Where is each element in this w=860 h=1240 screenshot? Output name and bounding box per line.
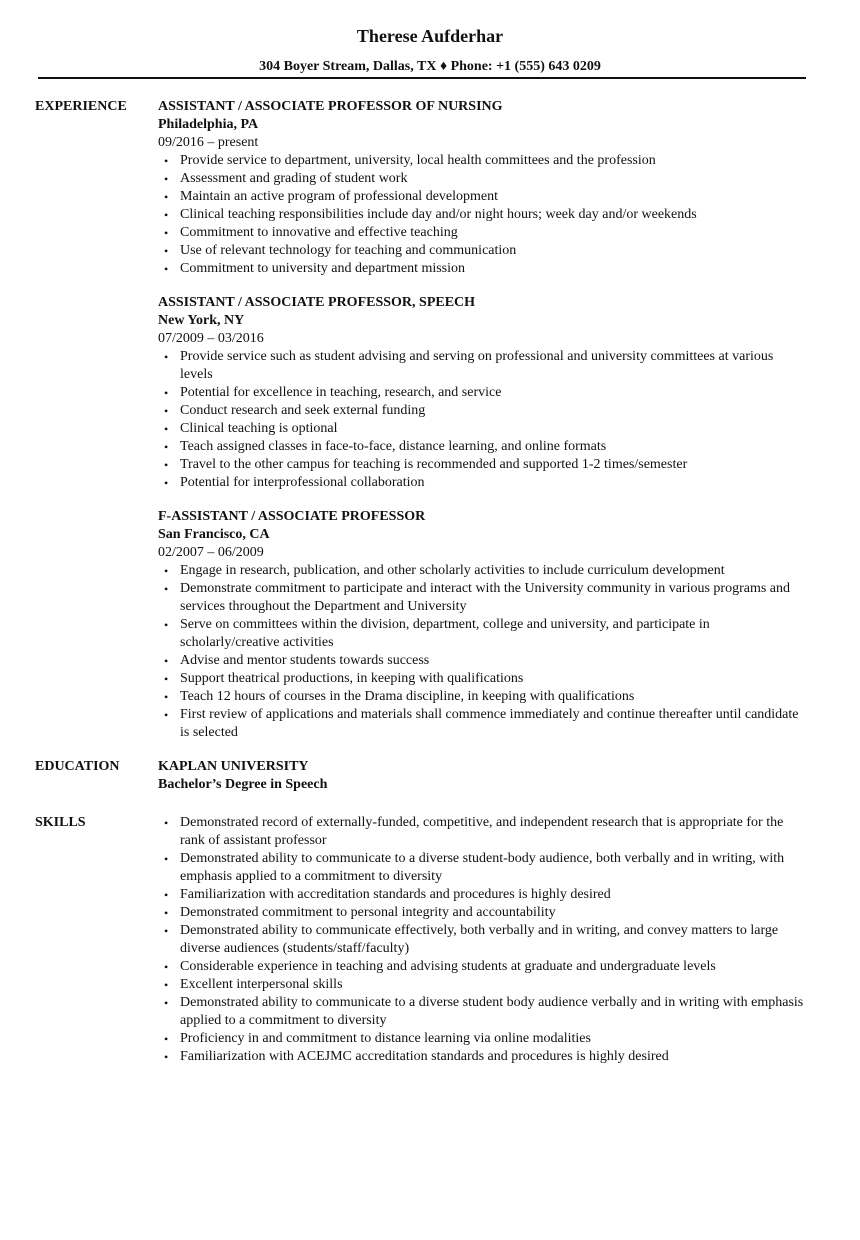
list-item: • Use of relevant technology for teaching and communication: [180, 242, 808, 260]
job-bullets: [158, 348, 808, 492]
list-item: • Excellent interpersonal skills: [180, 976, 808, 994]
list-item: • Commitment to innovative and effective teaching: [180, 224, 808, 242]
list-item: • Demonstrated ability to communicate to a diverse student-body audience, both verbally and in writing, with emphasis applied to a commitment to diversity: [180, 850, 808, 886]
job-dates: 07/2009 – 03/2016: [158, 331, 264, 346]
list-item: • Demonstrated ability to communicate to a diverse student body audience verbally and in writing with emphasis applied to a commitment to diversity: [180, 994, 808, 1030]
section-label-education: EDUCATION: [35, 759, 120, 774]
list-item: • Familiarization with accreditation standards and procedures is highly desired: [180, 886, 808, 904]
job-dates: 09/2016 – present: [158, 135, 259, 150]
resume-content: [0, 98, 860, 1066]
education-school: KAPLAN UNIVERSITY: [158, 759, 309, 774]
list-item: • Support theatrical productions, in keeping with qualifications: [180, 670, 808, 688]
list-item: • Considerable experience in teaching and advising students at graduate and undergraduate levels: [180, 958, 808, 976]
list-item: • Demonstrate commitment to participate and interact with the University community in various programs and services throughout the Department and University: [180, 580, 808, 616]
list-item: • Travel to the other campus for teaching is recommended and supported 1-2 times/semester: [180, 456, 808, 474]
list-item: • Demonstrated ability to communicate effectively, both verbally and in writing, and convey matters to large diverse audiences (students/staff/faculty): [180, 922, 808, 958]
job-entry: [158, 294, 808, 492]
list-item: • Demonstrated record of externally-funded, competitive, and independent research that is appropriate for the rank of assistant professor: [180, 814, 808, 850]
list-item: • Familiarization with ACEJMC accreditation standards and procedures is highly desired: [180, 1048, 808, 1066]
job-title: ASSISTANT / ASSOCIATE PROFESSOR, SPEECH: [158, 295, 476, 310]
experience-section: [0, 98, 860, 742]
list-item: • Commitment to university and department mission: [180, 260, 808, 278]
job-location: San Francisco, CA: [158, 527, 270, 542]
job-title: F-ASSISTANT / ASSOCIATE PROFESSOR: [158, 509, 426, 524]
list-item: • Engage in research, publication, and other scholarly activities to include curriculum development: [180, 562, 808, 580]
job-entry: [158, 98, 808, 278]
list-item: • Teach assigned classes in face-to-face, distance learning, and online formats: [180, 438, 808, 456]
job-title: ASSISTANT / ASSOCIATE PROFESSOR OF NURSING: [158, 99, 503, 114]
list-item: • Maintain an active program of professional development: [180, 188, 808, 206]
list-item: • First review of applications and materials shall commence immediately and continue thereafter until candidate is selected: [180, 706, 808, 742]
list-item: • Conduct research and seek external funding: [180, 402, 808, 420]
resume-name: Therese Aufderhar: [356, 26, 504, 46]
contact-line: 304 Boyer Stream, Dallas, TX ♦ Phone: +1 (555) 643 0209: [259, 59, 601, 74]
list-item: • Potential for interprofessional collaboration: [180, 474, 808, 492]
section-label-experience: EXPERIENCE: [35, 99, 127, 114]
list-item: • Assessment and grading of student work: [180, 170, 808, 188]
job-entry: [158, 508, 808, 742]
skills-list: [158, 814, 808, 1066]
experience-jobs: [158, 98, 808, 742]
list-item: • Demonstrated commitment to personal integrity and accountability: [180, 904, 808, 922]
list-item: • Provide service such as student advising and serving on professional and university committees at various levels: [180, 348, 808, 384]
list-item: • Advise and mentor students towards success: [180, 652, 808, 670]
list-item: • Clinical teaching is optional: [180, 420, 808, 438]
education-section: [0, 758, 860, 794]
job-bullets: [158, 562, 808, 742]
education-degree: Bachelor’s Degree in Speech: [158, 777, 328, 792]
list-item: • Proficiency in and commitment to distance learning via online modalities: [180, 1030, 808, 1048]
header-divider: [38, 77, 806, 79]
list-item: • Clinical teaching responsibilities include day and/or night hours; week day and/or weekends: [180, 206, 808, 224]
list-item: • Potential for excellence in teaching, research, and service: [180, 384, 808, 402]
job-location: New York, NY: [158, 313, 245, 328]
list-item: • Provide service to department, university, local health committees and the profession: [180, 152, 808, 170]
section-label-skills: SKILLS: [35, 815, 86, 830]
list-item: • Serve on committees within the division, department, college and university, and participate in scholarly/creative activities: [180, 616, 808, 652]
job-bullets: [158, 152, 808, 278]
job-location: Philadelphia, PA: [158, 117, 259, 132]
job-dates: 02/2007 – 06/2009: [158, 545, 264, 560]
list-item: • Teach 12 hours of courses in the Drama discipline, in keeping with qualifications: [180, 688, 808, 706]
skills-section: [0, 814, 860, 1066]
